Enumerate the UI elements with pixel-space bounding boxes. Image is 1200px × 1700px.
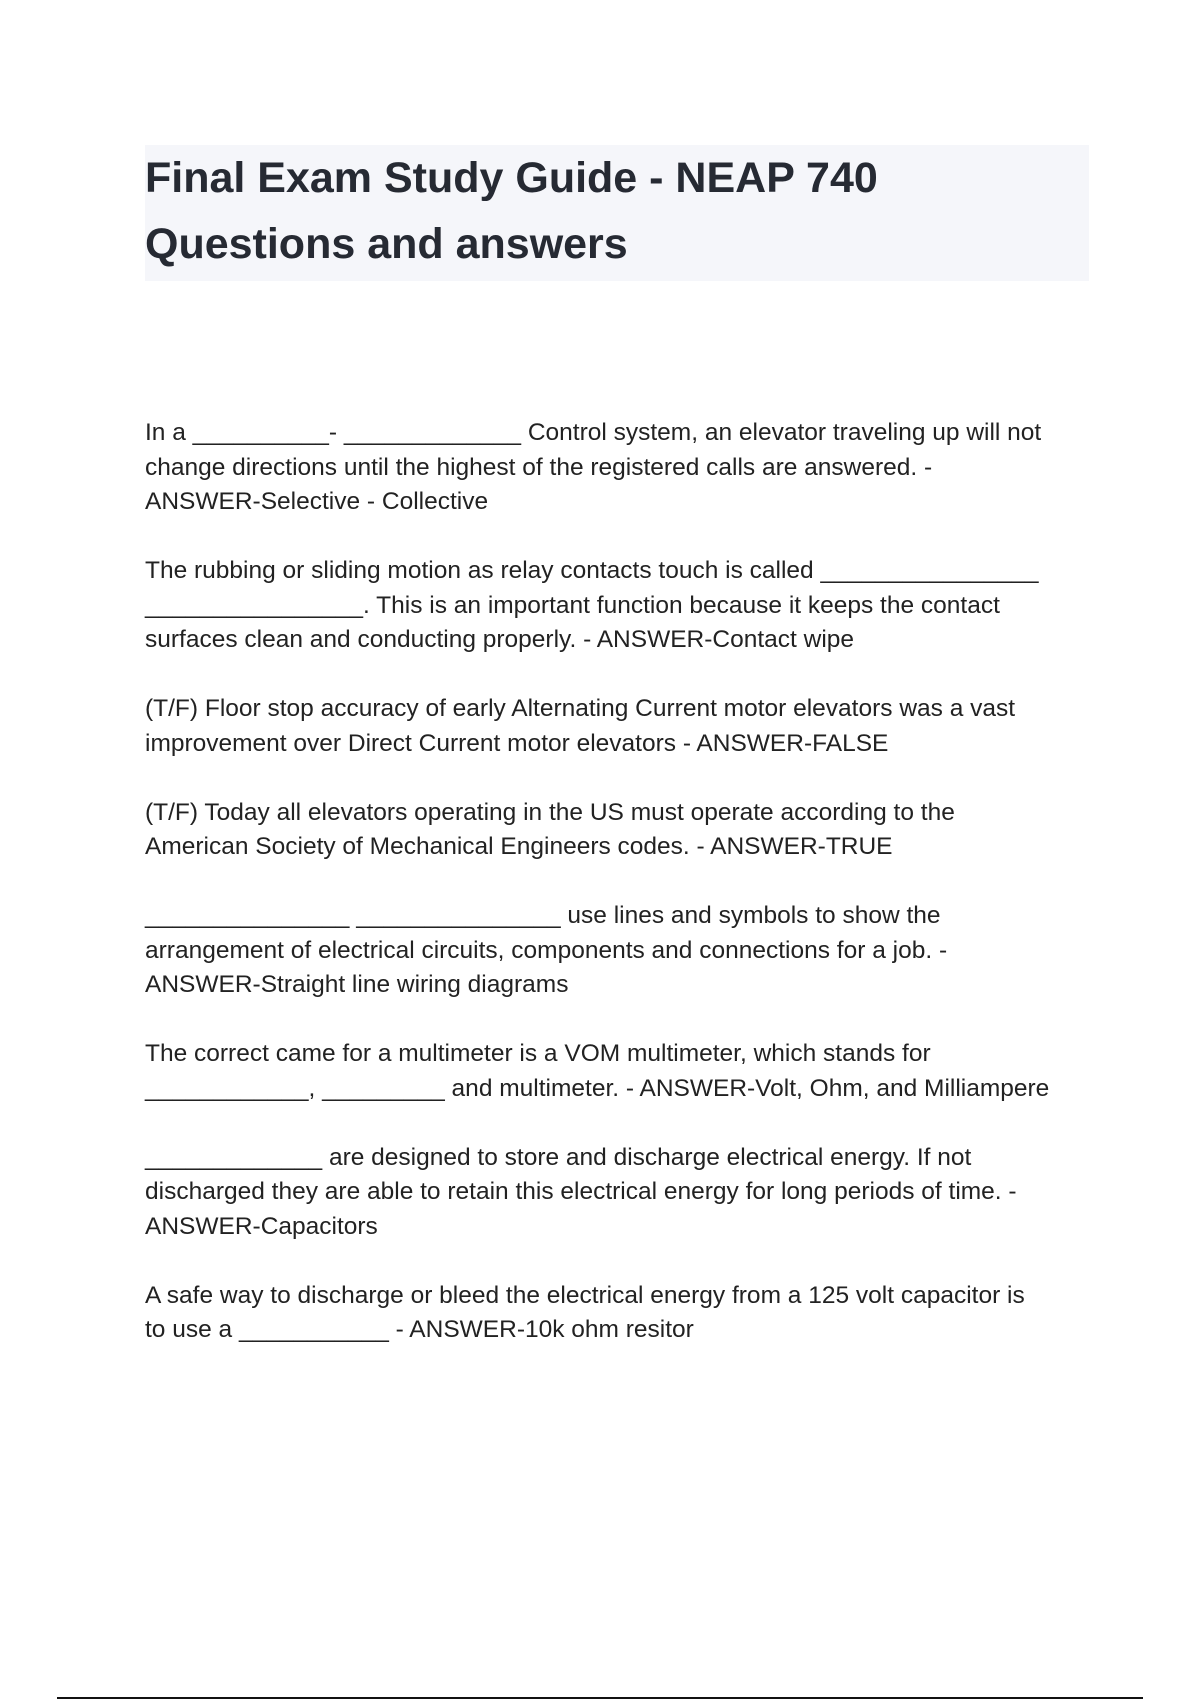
qa-answer-line: American Society of Mechanical Engineers codes. - ANSWER-TRUE	[145, 833, 893, 860]
qa-text-line: In a __________- _____________ Control system, an elevator traveling up will not	[145, 419, 1042, 446]
qa-text-line: (T/F) Today all elevators operating in the US must operate according to the	[145, 798, 955, 826]
title-line-2: Questions and answers	[145, 220, 628, 268]
qa-item	[145, 554, 1095, 658]
qa-text-line: discharged they are able to retain this electrical energy for long periods of time. -	[145, 1178, 1017, 1205]
qa-text-line: The rubbing or sliding motion as relay contacts touch is called ________________	[145, 557, 1039, 584]
qa-text-line: change directions until the highest of the registered calls are answered. -	[145, 453, 933, 481]
qa-item	[145, 899, 1095, 1003]
qa-answer-line: surfaces clean and conducting properly. - ANSWER-Contact wipe	[145, 626, 855, 653]
title-block	[145, 145, 1089, 281]
page-title	[145, 145, 1089, 277]
title-line-1: Final Exam Study Guide - NEAP 740	[145, 154, 878, 202]
qa-answer-line: to use a ___________ - ANSWER-10k ohm resitor	[145, 1316, 694, 1343]
qa-item	[145, 1141, 1095, 1245]
qa-answer-line: ANSWER-Selective - Collective	[145, 488, 489, 515]
page-bottom-divider	[57, 1697, 1143, 1699]
qa-text-line: A safe way to discharge or bleed the electrical energy from a 125 volt capacitor is	[145, 1281, 1025, 1309]
qa-item	[145, 416, 1095, 520]
qa-item	[145, 692, 1095, 761]
qa-text-line: _____________ are designed to store and discharge electrical energy. If not	[145, 1143, 972, 1171]
qa-answer-line: ____________, _________ and multimeter. - ANSWER-Volt, Ohm, and Milliampere	[145, 1074, 1050, 1102]
qa-text-line: arrangement of electrical circuits, components and connections for a job. -	[145, 936, 948, 964]
qa-item	[145, 1037, 1095, 1106]
qa-item	[145, 796, 1095, 865]
qa-answer-line: ANSWER-Capacitors	[145, 1212, 378, 1240]
qa-text-line: _______________ _______________ use lines and symbols to show the	[145, 902, 941, 929]
qa-item	[145, 1279, 1095, 1348]
qa-list	[145, 416, 1095, 1382]
qa-answer-line: improvement over Direct Current motor elevators - ANSWER-FALSE	[145, 729, 889, 757]
qa-text-line: (T/F) Floor stop accuracy of early Alternating Current motor elevators was a vast	[145, 695, 1016, 722]
qa-answer-line: ANSWER-Straight line wiring diagrams	[145, 971, 569, 998]
qa-text-line: The correct came for a multimeter is a VOM multimeter, which stands for	[145, 1040, 931, 1067]
qa-text-line: ________________. This is an important function because it keeps the contact	[145, 591, 1000, 619]
